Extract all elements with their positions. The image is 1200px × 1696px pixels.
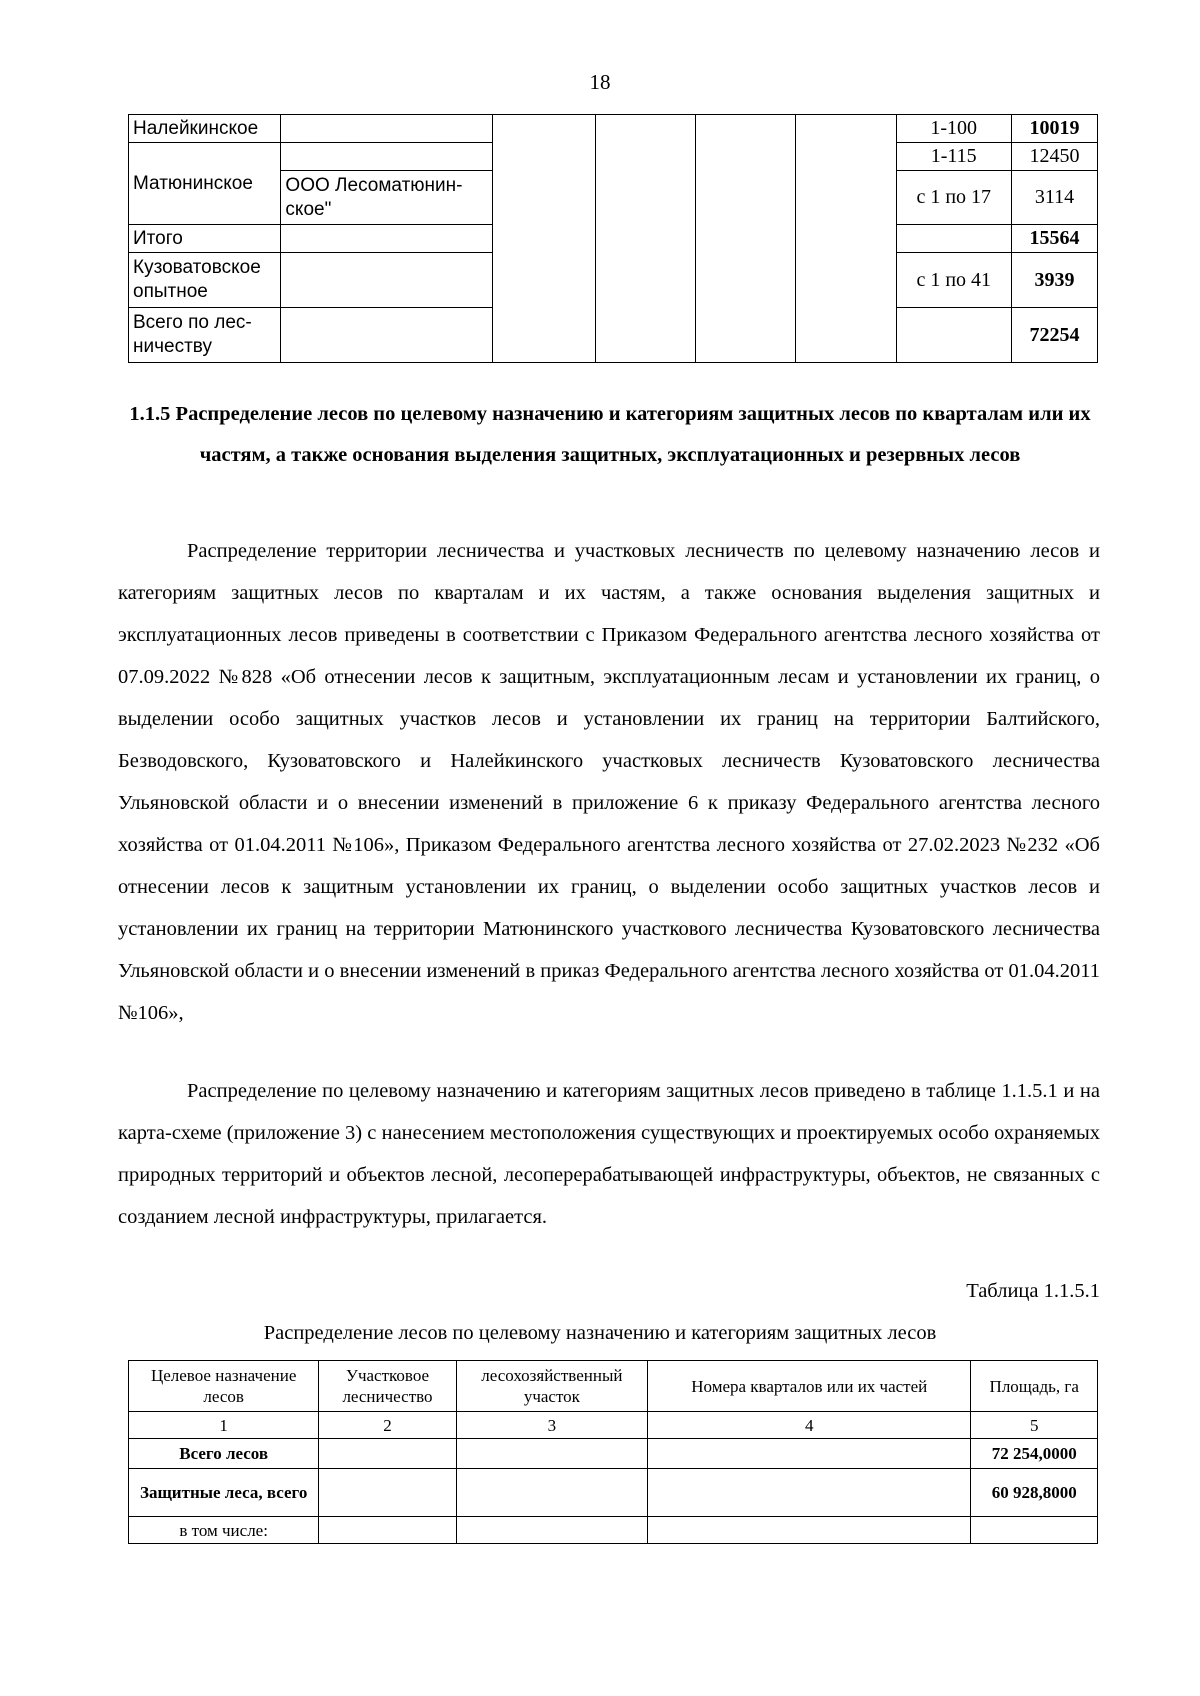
tenant-cell <box>281 308 492 363</box>
quarters-cell <box>648 1517 971 1544</box>
quarters-cell: с 1 по 41 <box>896 253 1011 308</box>
empty-merged-cell <box>796 115 896 363</box>
purpose-cell: в том числе: <box>129 1517 319 1544</box>
quarters-cell <box>896 308 1011 363</box>
district-cell: Матюнинское <box>129 143 281 225</box>
column-number-cell: 1 <box>129 1412 319 1439</box>
table-label: Таблица 1.1.5.1 <box>966 1280 1100 1302</box>
empty-merged-cell <box>492 115 595 363</box>
column-number-cell: 3 <box>456 1412 647 1439</box>
paragraph-text: Распределение по целевому назначению и категориям защитных лесов приведено в таблице 1.1.5.1 и на карта-схеме (приложение 3) с нанесением местоположения существующих и проектируемых особо охраняемых природных территорий и объектов лесной, лесоперерабатывающей инфраструктуры, объектов, не связанных с созданием лесной инфраструктуры, прилагается. <box>118 1080 1100 1228</box>
purpose-cell: Защитные леса, всего <box>129 1469 319 1517</box>
area-cell: 3114 <box>1011 171 1097 225</box>
tenant-cell <box>281 115 492 143</box>
page-number: 18 <box>589 70 611 94</box>
district-cell <box>319 1469 456 1517</box>
area-cell: 15564 <box>1011 225 1097 253</box>
tenant-cell <box>281 225 492 253</box>
district-cell <box>319 1439 456 1469</box>
area-cell: 60 928,8000 <box>971 1469 1098 1517</box>
quarters-cell <box>896 225 1011 253</box>
column-number-row <box>129 1412 1098 1439</box>
area-cell <box>971 1517 1098 1544</box>
site-cell <box>456 1439 647 1469</box>
header-cell: лесохозяйственный участок <box>456 1361 647 1412</box>
header-cell: Номера кварталов или их частей <box>648 1361 971 1412</box>
column-number-cell: 2 <box>319 1412 456 1439</box>
district-cell: Итого <box>129 225 281 253</box>
table-row <box>129 115 1098 143</box>
site-cell <box>456 1517 647 1544</box>
quarters-cell <box>648 1439 971 1469</box>
district-cell: Налейкинское <box>129 115 281 143</box>
body-paragraph-2 <box>118 1070 1100 1238</box>
header-cell: Площадь, га <box>971 1361 1098 1412</box>
quarters-cell <box>648 1469 971 1517</box>
district-cell: Кузоватовское опытное <box>129 253 281 308</box>
column-number-cell: 4 <box>648 1412 971 1439</box>
empty-merged-cell <box>596 115 696 363</box>
table-row <box>129 1517 1098 1544</box>
quarters-cell: 1-100 <box>896 115 1011 143</box>
purpose-cell: Всего лесов <box>129 1439 319 1469</box>
tenant-cell <box>281 253 492 308</box>
district-cell: Всего по лес-ничеству <box>129 308 281 363</box>
header-cell: Целевое назначение лесов <box>129 1361 319 1412</box>
table-row <box>129 1439 1098 1469</box>
area-cell: 10019 <box>1011 115 1097 143</box>
section-heading: 1.1.5 Распределение лесов по целевому назначению и категориям защитных лесов по кварталам или их частям, а также основания выделения защитных, эксплуатационных и резервных лесов <box>129 403 1091 466</box>
area-cell: 3939 <box>1011 253 1097 308</box>
quarters-cell: 1-115 <box>896 143 1011 171</box>
area-cell: 72254 <box>1011 308 1097 363</box>
table-row <box>129 1469 1098 1517</box>
paragraph-text: Распределение территории лесничества и участковых лесничеств по целевому назначению лесов и категориям защитных лесов по кварталам и их частям, а также основания выделения защитных и эксплуатационных лесов приведены в соответствии с Приказом Федерального агентства лесного хозяйства от 07.09.2022 №828 «Об отнесении лесов к защитным, эксплуатационным лесам и установлении их границ, о выделении особо защитных участков лесов и установлении их границ на территории Балтийского, Безводовского, Кузоватовского и Налейкинского участковых лесничеств Кузоватовского лесничества Ульяновской области и о внесении изменений в приложение 6 к приказу Федерального агентства лесного хозяйства от 01.04.2011 №106», Приказом Федерального агентства лесного хозяйства от 27.02.2023 №232 «Об отнесении лесов к защитным установлении их границ, о выделении особо защитных участков лесов и установлении их границ на территории Матюнинского участкового лесничества Кузоватовского лесничества Ульяновской области и о внесении изменений в приказ Федерального агентства лесного хозяйства от 01.04.2011 №106», <box>118 540 1100 1024</box>
quarters-cell: с 1 по 17 <box>896 171 1011 225</box>
body-paragraph-1 <box>118 530 1100 1034</box>
empty-merged-cell <box>696 115 796 363</box>
header-cell: Участковое лесничество <box>319 1361 456 1412</box>
site-cell <box>456 1469 647 1517</box>
column-number-cell: 5 <box>971 1412 1098 1439</box>
forest-area-continuation-table <box>128 114 1098 363</box>
tenant-cell: ООО Лесоматюнин-ское" <box>281 171 492 225</box>
table-header-row <box>129 1361 1098 1412</box>
district-cell <box>319 1517 456 1544</box>
area-cell: 12450 <box>1011 143 1097 171</box>
forest-purpose-table <box>128 1360 1098 1544</box>
table-caption: Распределение лесов по целевому назначению и категориям защитных лесов <box>263 1322 937 1344</box>
tenant-cell <box>281 143 492 171</box>
area-cell: 72 254,0000 <box>971 1439 1098 1469</box>
